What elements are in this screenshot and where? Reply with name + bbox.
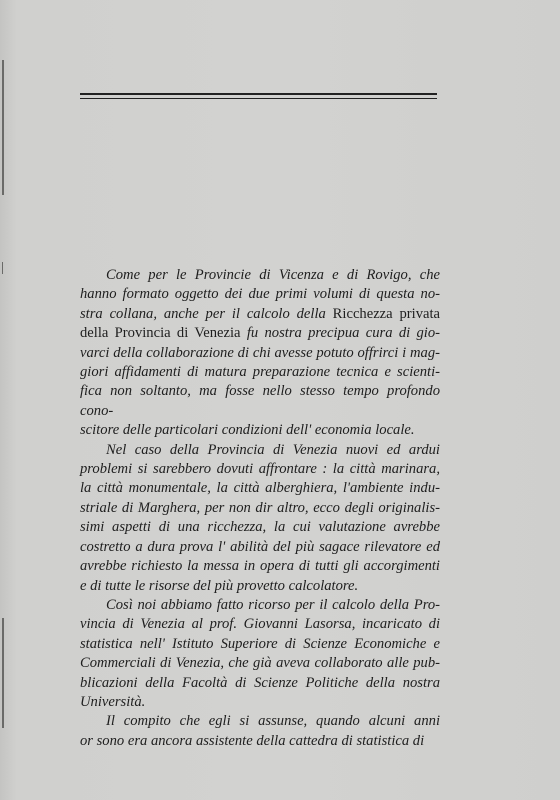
text-line [80,382,440,421]
text-segment: hanno formato oggetto dei due primi volumi di questa no- [80,286,440,303]
text-segment: simi aspetti di una ricchezza, la cui valutazione avrebbe [80,519,440,536]
text-line [80,460,440,479]
text-line [80,305,440,324]
text-line [80,538,440,557]
text-line [80,577,440,596]
text-segment: varci della collaborazione di chi avesse potuto offrirci i mag- [80,344,440,361]
text-segment: fu nostra precipua cura di gio- [240,325,440,342]
header-rule-thin [80,98,437,99]
text-segment: statistica nell' Istituto Superiore di Scienze Economiche e [80,635,440,652]
text-line [80,654,440,673]
text-line [80,712,440,731]
text-line [80,499,440,518]
text-segment: avrebbe richiesto la messa in opera di tutti gli accorgimenti [80,558,440,575]
text-segment: stra collana, anche per il calcolo della [80,305,333,322]
paragraph [80,441,440,596]
text-line [80,596,440,615]
text-segment: e di tutte le risorse del più provetto calcolatore. [80,577,359,594]
text-segment: Università. [80,693,146,710]
text-segment: giori affidamenti di matura preparazione tecnica e scienti- [80,364,440,381]
text-segment: la città monumentale, la città alberghiera, l'ambiente indu- [80,480,440,497]
text-line [80,615,440,634]
text-line [80,635,440,654]
text-segment: striale di Marghera, per non dir altro, ecco degli originalis- [80,499,440,516]
text-line [80,421,440,440]
text-line [80,518,440,537]
text-line [80,324,440,343]
text-line [80,557,440,576]
text-segment: or sono era ancora assistente della cattedra di statistica di [80,732,425,749]
text-segment: costretto a dura prova l' abilità del più sagace rilevatore ed [80,538,440,555]
text-segment: Così noi abbiamo fatto ricorso per il calcolo della Pro- [106,596,440,613]
text-line [80,285,440,304]
text-line [80,266,440,285]
scan-edge-mark [2,60,4,195]
text-segment: Il compito che egli si assunse, quando alcuni anni [106,713,440,730]
text-line [80,441,440,460]
text-segment: problemi si sarebbero dovuti affrontare : la città marinara, [80,461,440,478]
paragraph [80,712,440,751]
text-line [80,363,440,382]
text-segment: vincia di Venezia al prof. Giovanni Lasorsa, incaricato di [80,616,440,633]
text-line [80,479,440,498]
body-text [80,266,440,751]
text-segment: blicazioni della Facoltà di Scienze Politiche della nostra [80,674,440,691]
text-line [80,344,440,363]
header-rule-thick [80,93,437,95]
text-segment: Ricchezza privata [332,305,440,322]
scan-edge-mark [2,618,4,728]
paragraph [80,266,440,441]
paragraph [80,596,440,712]
text-segment: Commerciali di Venezia, che già aveva collaborato alle pub- [80,655,440,672]
text-segment: della Provincia di Venezia [80,325,241,342]
text-segment: Nel caso della Provincia di Venezia nuovi ed ardui [106,441,440,458]
text-segment: scitore delle particolari condizioni dell' economia locale. [80,422,415,439]
text-line [80,732,440,751]
text-line [80,693,440,712]
text-segment: fica non soltanto, ma fosse nello stesso tempo profondo cono- [80,383,440,419]
scan-edge-mark [2,262,3,274]
text-segment: Come per le Provincie di Vicenza e di Rovigo, che [106,267,440,283]
text-line [80,674,440,693]
